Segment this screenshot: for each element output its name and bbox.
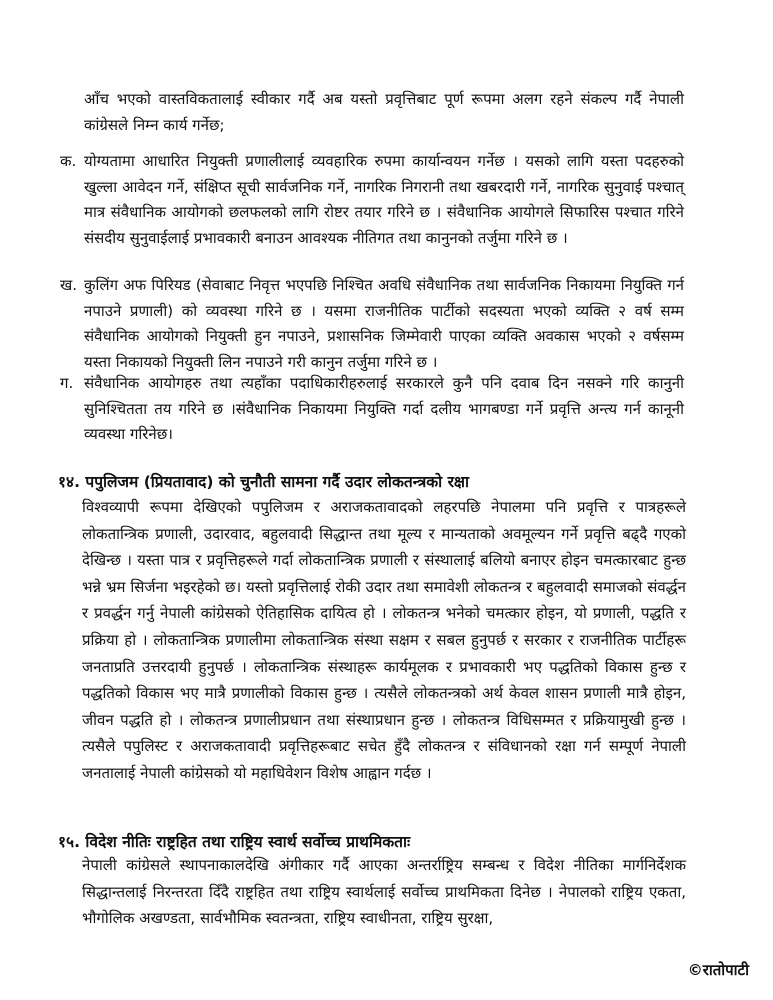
copyright-watermark: ©रातोपाटी [687, 961, 749, 979]
section-14-heading: १४. पपुलिजम (प्रियतावाद) को चुनौती सामना गर्दै उदार लोकतन्त्रको रक्षा [58, 473, 470, 491]
list-item-kha [60, 273, 690, 375]
list-item-ka [60, 149, 690, 251]
intro-paragraph: आँच भएको वास्तविकतालाई स्वीकार गर्दै अब यस्तो प्रवृत्तिबाट पूर्ण रूपमा अलग रहने संकल्प गर्दै नेपाली कांग्रेसले निम्न कार्य गर्नेछ; [84, 90, 684, 134]
section-14-body: विश्वव्यापी रूपमा देखिएको पपुलिजम र अराजकतावादको लहरपछि नेपालमा पनि प्रवृत्ति र पात्रहरूले लोकतान्त्रिक प्रणाली, उदारवाद, बहुलवादी सिद्धान्त तथा मूल्य र मान्यताको अवमूल्यन गर्ने प्रवृत्ति बढ्दै गएको देखिन्छ । यस्ता पात्र र प्रवृत्तिहरूले गर्दा लोकतान्त्रिक प्रणाली र संस्थालाई बलियो बनाएर होइन चमत्कारबाट हुन्छ भन्ने भ्रम सिर्जना भइरहेको छ। यस्तो प्रवृत्तिलाई रोकी उदार तथा समावेशी लोकतन्त्र र बहुलवादी समाजको संवर्द्धन र प्रवर्द्धन गर्नु नेपाली कांग्रेसको ऐतिहासिक दायित्व हो । लोकतन्त्र भनेको चमत्कार होइन, यो प्रणाली, पद्धति र प्रक्रिया हो । लोकतान्त्रिक प्रणालीमा लोकतान्त्रिक संस्था सक्षम र सबल हुनुपर्छ र सरकार र राजनीतिक पार्टीहरू जनताप्रति उत्तरदायी हुनुपर्छ । लोकतान्त्रिक संस्थाहरू कार्यमूलक र प्रभावकारी भए पद्धतिको विकास हुन्छ र पद्धतिको विकास भए मात्रै प्रणालीको विकास हुन्छ । त्यसैले लोकतन्त्रको अर्थ केवल शासन प्रणाली मात्रै होइन, जीवन पद्धति हो । लोकतन्त्र प्रणालीप्रधान तथा संस्थाप्रधान हुन्छ । लोकतन्त्र विधिसम्मत र प्रक्रियामुखी हुन्छ । त्यसैले पपुलिस्ट र अराजकतावादी प्रवृत्तिहरूबाट सचेत हुँदै लोकतन्त्र र संविधानको रक्षा गर्न सम्पूर्ण नेपाली जनतालाई नेपाली कांग्रेसको यो महाधिवेशन विशेष आह्वान गर्दछ । [82, 498, 686, 782]
list-item-label: ग. [60, 374, 74, 392]
list-item-ga [60, 371, 690, 448]
list-item-text: योग्यतामा आधारित नियुक्ती प्रणालीलाई व्यवहारिक रुपमा कार्यान्वयन गर्नेछ । यसको लागि यस्ता पदहरुको खुल्ला आवेदन गर्ने, संक्षिप्त सूची सार्वजनिक गर्ने, नागरिक निगरानी तथा खबरदारी गर्ने, नागरिक सुनुवाई पश्चात् मात्र संवैधानिक आयोगको छलफलको लागि रोष्टर तयार गरिने छ । संवैधानिक आयोगले सिफारिस पश्चात गरिने संसदीय सुनुवाईलाई प्रभावकारी बनाउन आवश्यक नीतिगत तथा कानुनको तर्जुमा गरिने छ । [84, 152, 684, 247]
section-15-heading: १५. विदेश नीतिः राष्ट्रहित तथा राष्ट्रिय स्वार्थ सर्वोच्च प्राथमिकताः [58, 833, 411, 851]
list-item-text: संवैधानिक आयोगहरु तथा त्यहाँका पदाधिकारीहरुलाई सरकारले कुनै पनि दवाब दिन नसक्ने गरि कानुनी सुनिश्चितता तय गरिने छ ।संवैधानिक निकायमा नियुक्ति गर्दा दलीय भागबण्डा गर्ने प्रवृत्ति अन्त्य गर्न कानूनी व्यवस्था गरिनेछ। [84, 374, 684, 443]
section-15-body: नेपाली कांग्रेसले स्थापनाकालदेखि अंगीकार गर्दै आएका अन्तर्राष्ट्रिय सम्बन्ध र विदेश नीतिका मार्गनिर्देशक सिद्धान्तलाई निरन्तरता दिँदै राष्ट्रहित तथा राष्ट्रिय स्वार्थलाई सर्वोच्च प्राथमिकता दिनेछ । नेपालको राष्ट्रिय एकता, भौगोलिक अखण्डता, सार्वभौमिक स्वतन्त्रता, राष्ट्रिय स्वाधीनता, राष्ट्रिय सुरक्षा, [82, 856, 686, 928]
list-item-text: कुलिंग अफ पिरियड (सेवाबाट निवृत्त भएपछि निश्चित अवधि संवैधानिक तथा सार्वजनिक निकायमा नियुक्ति गर्न नपाउने प्रणाली) को व्यवस्था गरिने छ । यसमा राजनीतिक पार्टीको सदस्यता भएको व्यक्ति २ वर्ष सम्म संवैधानिक आयोगको नियुक्ती हुन नपाउने, प्रशासनिक जिम्मेवारी पाएका व्यक्ति अवकास भएको २ वर्षसम्म यस्ता निकायको नियुक्ती लिन नपाउने गरी कानुन तर्जुमा गरिने छ । [84, 276, 684, 371]
list-item-label: ख. [60, 276, 78, 294]
list-item-label: क. [60, 152, 77, 170]
